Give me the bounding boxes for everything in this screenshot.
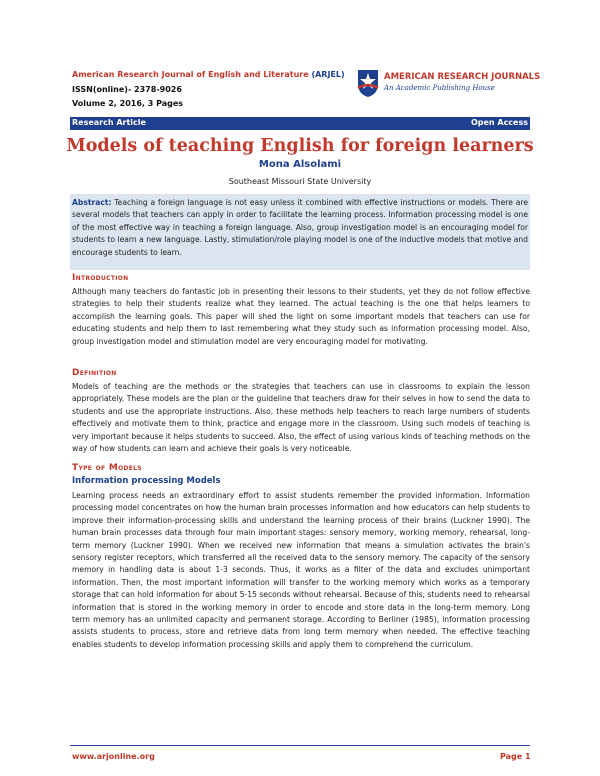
- definition-heading: Definition: [72, 368, 117, 378]
- journal-name: American Research Journal of English and Literature: [72, 70, 309, 79]
- abstract-text: Teaching a foreign language is not easy unless it combined with effective instructions or models. There are several models that teachers can apply in order to facilitate the learning process. Information processing model is one of the most effective way in teaching a foreign language. Also, group investigation model is an encouraging model for students to learn a new language. Lastly, stimulation/role playing model is one of the inductive models that motive and encourage students to learn.: [72, 198, 528, 257]
- star-shield-icon: [356, 68, 380, 98]
- information-processing-heading: Information processing Models: [72, 476, 221, 486]
- article-type-bar: [70, 117, 530, 130]
- issn: ISSN(online)- 2378-9026: [72, 85, 182, 94]
- article-title: Models of teaching English for foreign learners: [66, 136, 534, 156]
- types-heading: Type of Models: [72, 463, 142, 473]
- abstract-box: [70, 194, 530, 270]
- author-affiliation: Southeast Missouri State University: [228, 177, 372, 186]
- article-type: Research Article: [72, 118, 146, 127]
- author-name: Mona Alsolami: [258, 159, 342, 170]
- definition-text: Models of teaching are the methods or the strategies that teachers can use in classrooms to explain the lesson appropriately. These models are the plan or the guideline that teachers draw for their selves in how to send the data to students and use the appropriate instructions. Also, these methods help teachers to reach large numbers of students effectively and motivate them to think, practice and engage more in the classroom. Using such models of teaching is very important because it helps students to succeed. Also, the effect of using various kinds of teaching methods on the way of how students can learn and achieve their goals is very noticeable.: [72, 382, 530, 454]
- abstract-label: Abstract:: [72, 198, 112, 207]
- volume-info: Volume 2, 2016, 3 Pages: [72, 99, 184, 108]
- footer-website[interactable]: www.arjonline.org: [72, 752, 155, 761]
- journal-abbreviation: (ARJEL): [311, 70, 345, 79]
- abstract: [72, 197, 528, 259]
- open-access-label: Open Access: [470, 118, 528, 127]
- publisher-name: AMERICAN RESEARCH JOURNALS: [384, 72, 541, 82]
- journal-title: [72, 70, 345, 79]
- information-processing-text: Learning process needs an extraordinary effort to assist students remember the provided information. Information processing model concentrates on how the human brain processes information and how educators can help students to improve their information-processing skills and understand the learning process of their brains (Luckner 1990). The human brain processes data through four main important stages: sensory memory, working memory, rehearsal, long-term memory (Luckner 1990). When we received new information that means a simulation activates the brain's sensory register receptors, which transferred all the received data to the sensory memory. The capacity of the sensory memory in handling data is about 1-3 seconds. Thus, it works as a filter of the data and excludes unimportant information. Then, the most important information will transfer to the working memory which works as a temporary storage that can hold information for about 5-15 seconds without rehearsal. Because of this, students need to rehearsal information that is stored in the working memory in order to encode and store data in the long-term memory. Long term memory has an unlimited capacity and permanent storage. According to Berliner (1985), information processing assists students to process, store and retrieve data from long term memory when needed. The effective teaching enables students to develop information processing skills and apply them to comprehend the curriculum.: [72, 491, 530, 649]
- introduction-heading: Introduction: [72, 273, 129, 283]
- publisher-tagline: An Academic Publishing House: [384, 84, 495, 92]
- publisher-logo: [356, 68, 541, 102]
- footer-divider: [70, 745, 530, 746]
- page-number: Page 1: [500, 752, 531, 761]
- introduction-text: Although many teachers do fantastic job in presenting their lessons to their students, yet they do not follow effective strategies to help their students realize what they learned. The actual teaching is the one that helps learners to accomplish the learning goals. This paper will shed the light on some important models that teachers can use for educating students and help them to last remembering what they study such as information processing model. Also, group investigation model and stimulation model are very encouraging model for motivating.: [72, 287, 530, 346]
